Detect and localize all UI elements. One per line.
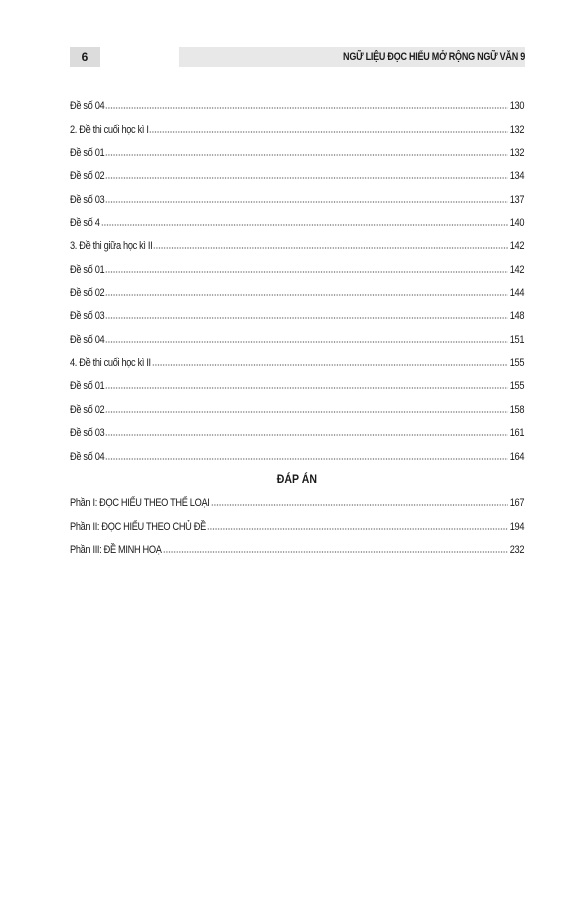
toc-entry-page: 132 [509, 147, 524, 160]
toc-entry-label: Đề số 04 [70, 450, 105, 463]
toc-entry[interactable] [70, 112, 524, 135]
toc-entry-label: Phần I: ĐỌC HIỂU THEO THỂ LOẠI [70, 497, 210, 510]
toc-entry-label: 4. Đề thi cuối học kì II [70, 357, 151, 370]
toc-entry-page: 140 [509, 217, 524, 230]
dot-leader [105, 201, 508, 203]
toc-entry[interactable] [70, 136, 524, 159]
toc-entry-page: 148 [509, 310, 524, 323]
dot-leader [105, 107, 508, 109]
dot-leader [207, 528, 509, 530]
toc-entry-page: 155 [509, 357, 524, 370]
toc-entry-page: 194 [509, 520, 524, 533]
toc-entry-page: 132 [509, 123, 524, 136]
toc-entry-label: 2. Đề thi cuối học kì I [70, 123, 149, 136]
toc-entry-label: Đề số 01 [70, 380, 105, 393]
dot-leader [211, 504, 509, 506]
toc-entry-page: 144 [509, 287, 524, 300]
dot-leader [153, 247, 508, 249]
toc-entry-page: 134 [509, 170, 524, 183]
toc-entry-page: 167 [509, 497, 524, 510]
toc-entry-label: Đề số 02 [70, 287, 105, 300]
toc-entry-label: Đề số 02 [70, 170, 105, 183]
toc-entry-label: Phần III: ĐỀ MINH HOẠ [70, 543, 162, 556]
page-number: 6 [70, 47, 100, 67]
dot-leader [101, 224, 509, 226]
toc-entry-label: Đề số 02 [70, 403, 105, 416]
dot-leader [105, 341, 508, 343]
toc-entry[interactable] [70, 439, 524, 462]
toc-entry[interactable] [70, 369, 524, 392]
dot-leader [105, 271, 508, 273]
toc-entry[interactable] [70, 276, 524, 299]
toc-entry[interactable] [70, 392, 524, 415]
dot-leader [105, 387, 508, 389]
toc-entry-label: Đề số 03 [70, 310, 105, 323]
dot-leader [105, 317, 508, 319]
toc-entry[interactable] [70, 252, 524, 275]
toc-entry[interactable] [70, 416, 524, 439]
toc-entry-page: 137 [509, 193, 524, 206]
answers-heading [70, 463, 524, 486]
toc-entry[interactable] [70, 346, 524, 369]
dot-leader [105, 458, 508, 460]
toc-entry[interactable] [70, 182, 524, 205]
toc-entry-label: Đề số 04 [70, 333, 105, 346]
answers-toc-entry[interactable] [70, 486, 524, 509]
dot-leader [149, 131, 508, 133]
toc-entry[interactable] [70, 322, 524, 345]
answers-toc-entry[interactable] [70, 533, 524, 556]
toc-entry-page: 158 [509, 403, 524, 416]
toc-entry-page: 155 [509, 380, 524, 393]
toc-entry-label: Phần II: ĐỌC HIỂU THEO CHỦ ĐỀ [70, 520, 206, 533]
page-header [70, 47, 525, 67]
toc-entry-page: 142 [509, 263, 524, 276]
dot-leader [105, 154, 508, 156]
answers-heading-text: ĐÁP ÁN [276, 471, 318, 486]
toc-entry-page: 142 [509, 240, 524, 253]
toc-entry-label: Đề số 01 [70, 263, 105, 276]
dot-leader [105, 434, 508, 436]
dot-leader [105, 294, 508, 296]
toc-entry-page: 161 [509, 427, 524, 440]
toc-entry[interactable] [70, 206, 524, 229]
toc-entry-label: Đề số 03 [70, 427, 105, 440]
toc-entry-label: 3. Đề thi giữa học kì II [70, 240, 153, 253]
toc-entry[interactable] [70, 159, 524, 182]
toc-entry-page: 164 [509, 450, 524, 463]
dot-leader [105, 177, 508, 179]
toc-entry-label: Đề số 03 [70, 193, 105, 206]
toc-entry-page: 151 [509, 333, 524, 346]
toc-entry-label: Đề số 01 [70, 147, 105, 160]
dot-leader [163, 551, 509, 553]
toc-entry[interactable] [70, 89, 524, 112]
dot-leader [152, 364, 508, 366]
toc-entry[interactable] [70, 229, 524, 252]
book-title: NGỮ LIỆU ĐỌC HIỂU MỞ RỘNG NGỮ VĂN 9 [179, 47, 525, 67]
answers-toc-entry[interactable] [70, 509, 524, 532]
toc-entry-page: 232 [509, 543, 524, 556]
table-of-contents [70, 89, 524, 556]
toc-entry[interactable] [70, 299, 524, 322]
toc-entry-label: Đề số 04 [70, 100, 105, 113]
dot-leader [105, 411, 508, 413]
toc-entry-page: 130 [509, 100, 524, 113]
toc-entry-label: Đề số 4 [70, 217, 100, 230]
